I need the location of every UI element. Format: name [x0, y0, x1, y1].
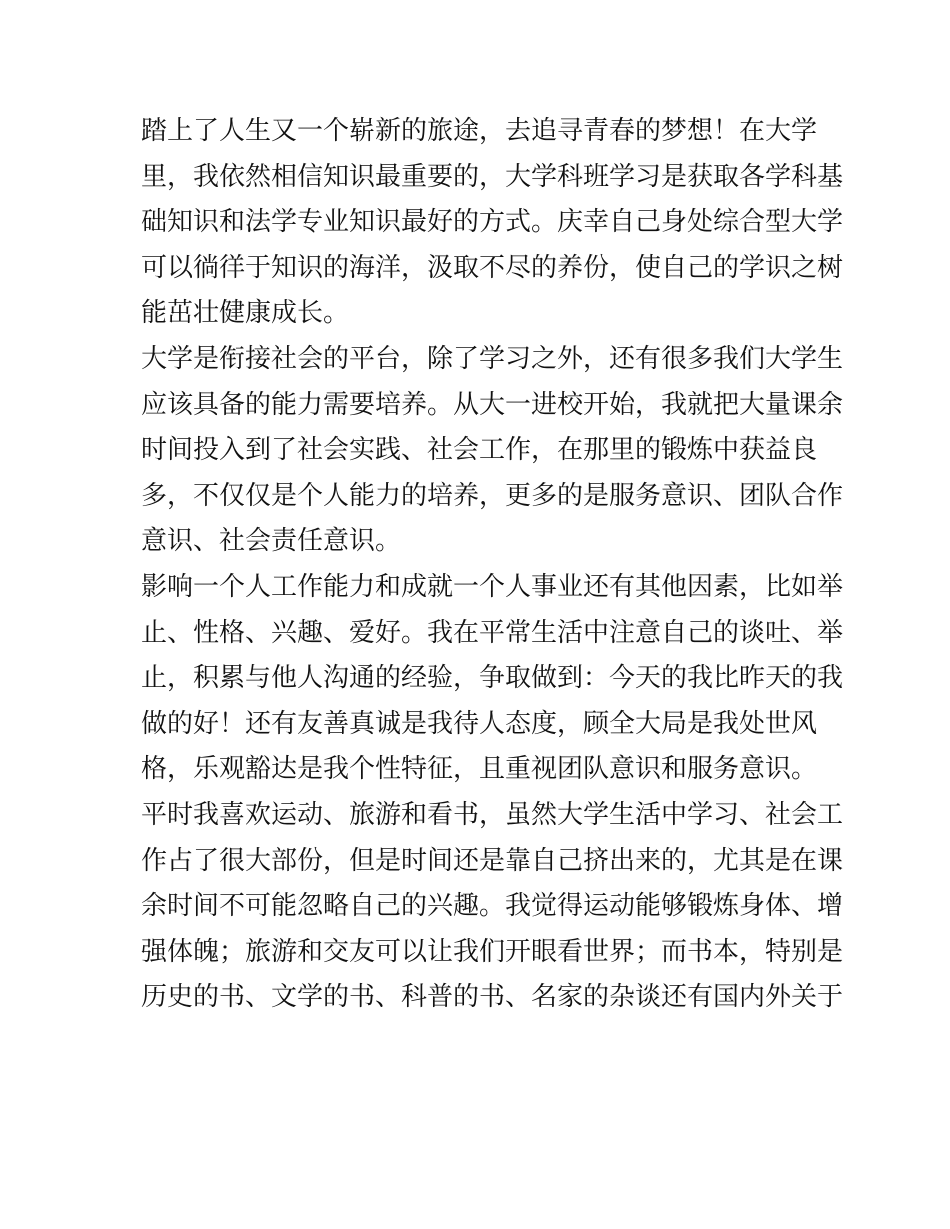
text-line: 时间投入到了社会实践、社会工作，在那里的锻炼中获益良: [141, 435, 818, 466]
text-line: 历史的书、文学的书、科普的书、名家的杂谈还有国内外关于: [141, 982, 844, 1013]
text-line: 止，积累与他人沟通的经验，争取做到：今天的我比昨天的我: [141, 663, 844, 694]
paragraph-1: [141, 109, 844, 337]
body-text: [141, 109, 844, 1021]
text-line: 影响一个人工作能力和成就一个人事业还有其他因素，比如举: [141, 571, 844, 602]
paragraph-3: [141, 565, 844, 793]
text-line: 大学是衔接社会的平台，除了学习之外，还有很多我们大学生: [141, 343, 844, 374]
text-line: 可以徜徉于知识的海洋，汲取不尽的养份，使自己的学识之树: [141, 252, 844, 283]
text-line: 余时间不可能忽略自己的兴趣。我觉得运动能够锻炼身体、增: [141, 891, 844, 922]
text-line: 里，我依然相信知识最重要的，大学科班学习是获取各学科基: [141, 161, 844, 192]
text-line: 应该具备的能力需要培养。从大一进校开始，我就把大量课余: [141, 389, 844, 420]
text-line: 作占了很大部份，但是时间还是靠自己挤出来的，尤其是在课: [141, 845, 844, 876]
text-line: 意识、社会责任意识。: [141, 526, 402, 557]
text-line: 平时我喜欢运动、旅游和看书，虽然大学生活中学习、社会工: [141, 799, 844, 830]
text-line: 踏上了人生又一个崭新的旅途，去追寻青春的梦想！在大学: [141, 116, 818, 146]
text-line: 础知识和法学专业知识最好的方式。庆幸自己身处综合型大学: [141, 207, 844, 238]
paragraph-2: [141, 337, 844, 565]
text-line: 强体魄；旅游和交友可以让我们开眼看世界；而书本，特别是: [141, 936, 844, 967]
text-line: 多，不仅仅是个人能力的培养，更多的是服务意识、团队合作: [141, 480, 844, 511]
text-line: 能茁壮健康成长。: [141, 298, 350, 329]
text-line: 做的好！还有友善真诚是我待人态度，顾全大局是我处世风: [141, 708, 818, 739]
text-line: 格，乐观豁达是我个性特征，且重视团队意识和服务意识。: [141, 754, 818, 785]
paragraph-4: [141, 793, 844, 1021]
text-line: 止、性格、兴趣、爱好。我在平常生活中注意自己的谈吐、举: [141, 617, 844, 648]
